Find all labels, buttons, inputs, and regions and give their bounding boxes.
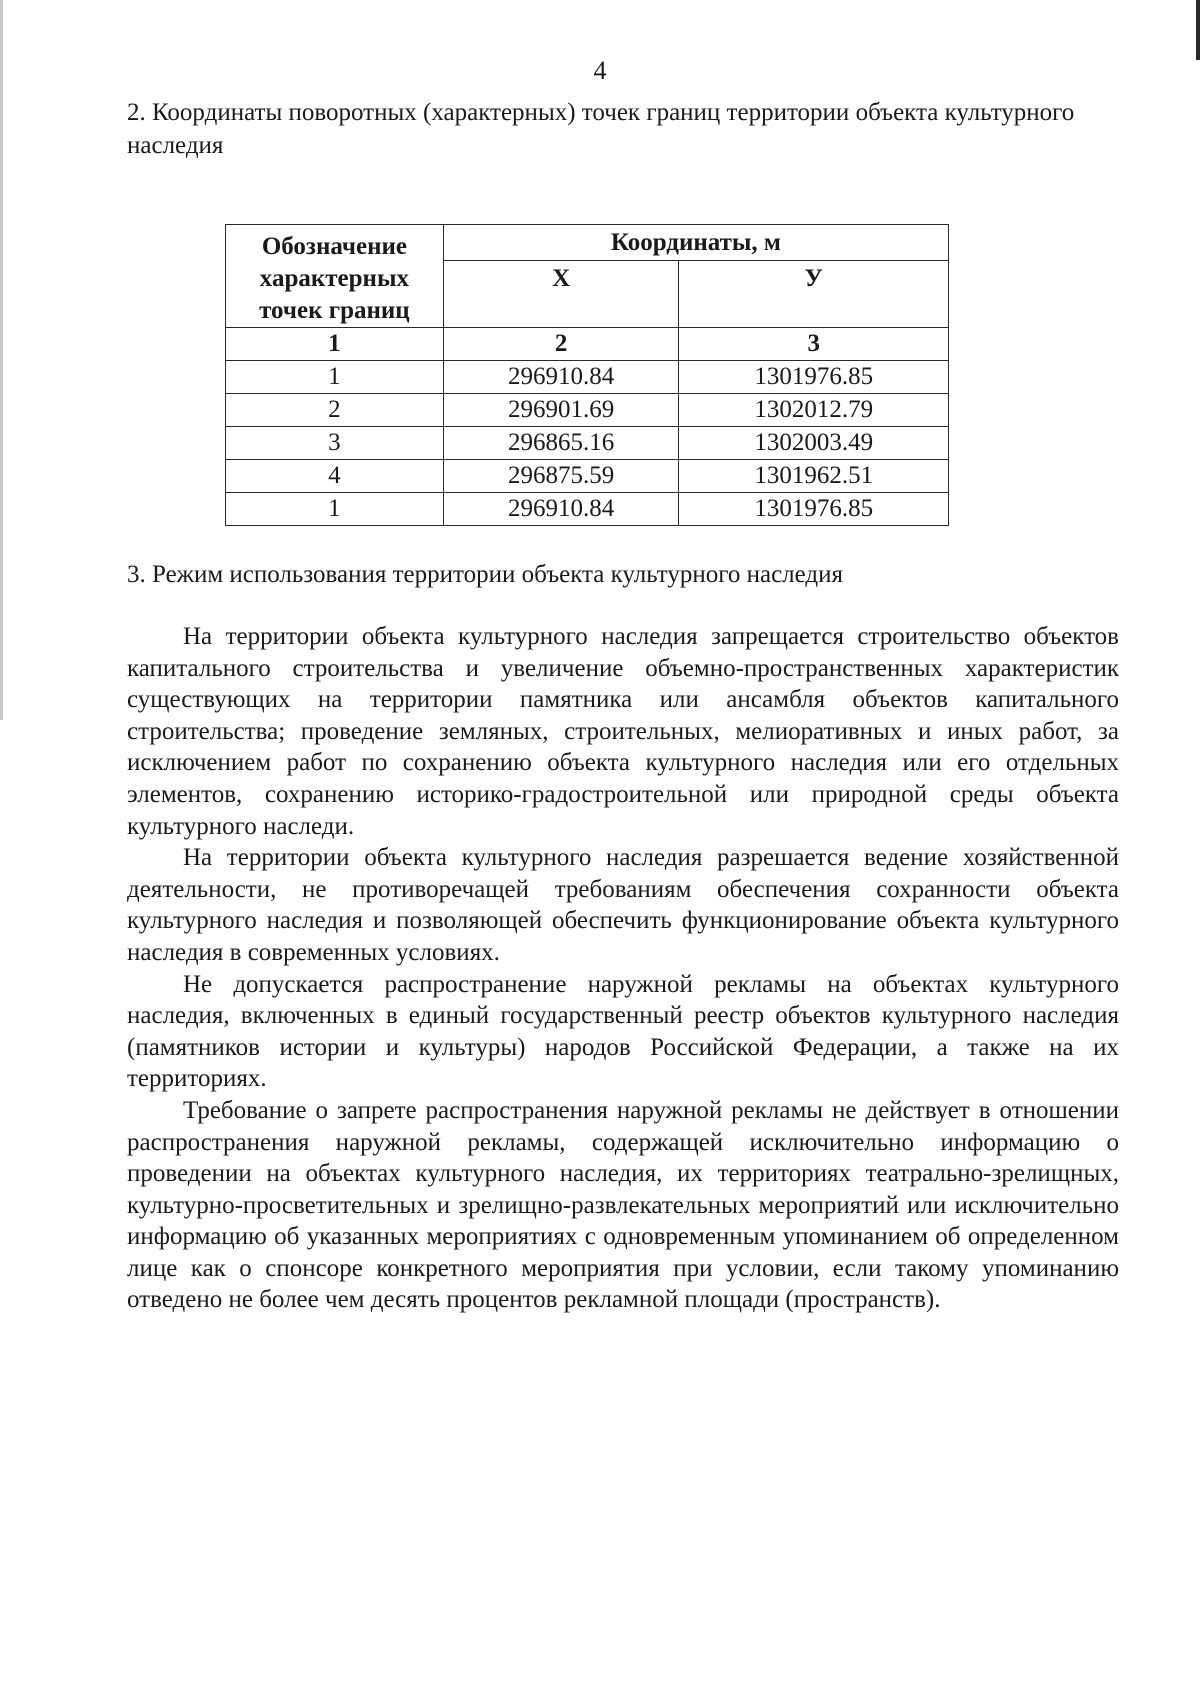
column-number-2: 2 (443, 328, 679, 361)
cell-point: 1 (226, 361, 444, 394)
cell-x: 296910.84 (443, 361, 679, 394)
cell-y: 1301976.85 (679, 493, 949, 526)
cell-x: 296875.59 (443, 460, 679, 493)
paragraph-construction-ban: На территории объекта культурного наследия запрещается строительство объектов капитального строительства и увеличение объемно-пространственных характеристик существующих на территории памятника или ансамбля объектов капитального строительства; проведение земляных, строительных, мелиоративных и иных работ, за исключением работ по сохранению объекта культурного наследия или его отдельных элементов, сохранению историко-градостроительной или природной среды объекта культурного наследи. (127, 623, 1119, 840)
cell-y: 1301976.85 (679, 361, 949, 394)
table-row (226, 361, 949, 394)
table-row (226, 493, 949, 526)
cell-point: 1 (226, 493, 444, 526)
section-3-title: 3. Режим использования территории объекта культурного наследия (127, 561, 844, 588)
cell-y: 1302012.79 (679, 394, 949, 427)
cell-point: 4 (226, 460, 444, 493)
page-number: 4 (593, 56, 607, 85)
paragraph-advertising-ban: Не допускается распространение наружной рекламы на объектах культурного наследия, включенных в единый государственный реестр объектов культурного наследия (памятников истории и культуры) народов Российской Федерации, а также на их территориях. (127, 970, 1119, 1093)
table-row (226, 394, 949, 427)
header-x: X (443, 261, 679, 328)
coordinates-table (225, 224, 949, 526)
cell-x: 296865.16 (443, 427, 679, 460)
cell-x: 296901.69 (443, 394, 679, 427)
header-designation: Обозначение характерных точек границ (226, 225, 444, 328)
column-number-row (226, 328, 949, 361)
cell-point: 3 (226, 427, 444, 460)
section-3-body (127, 621, 1119, 1316)
scan-edge-right (1196, 0, 1200, 60)
cell-point: 2 (226, 394, 444, 427)
cell-y: 1301962.51 (679, 460, 949, 493)
paragraph-economic-activity: На территории объекта культурного наследия разрешается ведение хозяйственной деятельности, не противоречащей требованиям обеспечения сохранности объекта культурного наследия и позволяющей обеспечить функционирование объекта культурного наследия в современных условиях. (127, 844, 1119, 966)
table-row (226, 427, 949, 460)
column-number-3: 3 (679, 328, 949, 361)
cell-y: 1302003.49 (679, 427, 949, 460)
scan-edge-left (0, 0, 3, 720)
cell-x: 296910.84 (443, 493, 679, 526)
table-row (226, 460, 949, 493)
header-y: У (679, 261, 949, 328)
paragraph-advertising-exception: Требование о запрете распространения наружной рекламы не действует в отношении распространения наружной рекламы, содержащей исключительно информацию о проведении на объектах культурного наследия, их территориях театрально-зрелищных, культурно-просветительных и зрелищно-развлекательных мероприятий или исключительно информацию об указанных мероприятиях с одновременным упоминанием об определенном лице как о спонсоре конкретного мероприятия при условии, если такому упоминанию отведено не более чем десять процентов рекламной площади (пространств). (127, 1096, 1119, 1314)
column-number-1: 1 (226, 328, 444, 361)
section-2-title: 2. Координаты поворотных (характерных) точек границ территории объекта культурного наследия (127, 99, 1075, 159)
header-coordinates: Координаты, м (443, 225, 948, 261)
